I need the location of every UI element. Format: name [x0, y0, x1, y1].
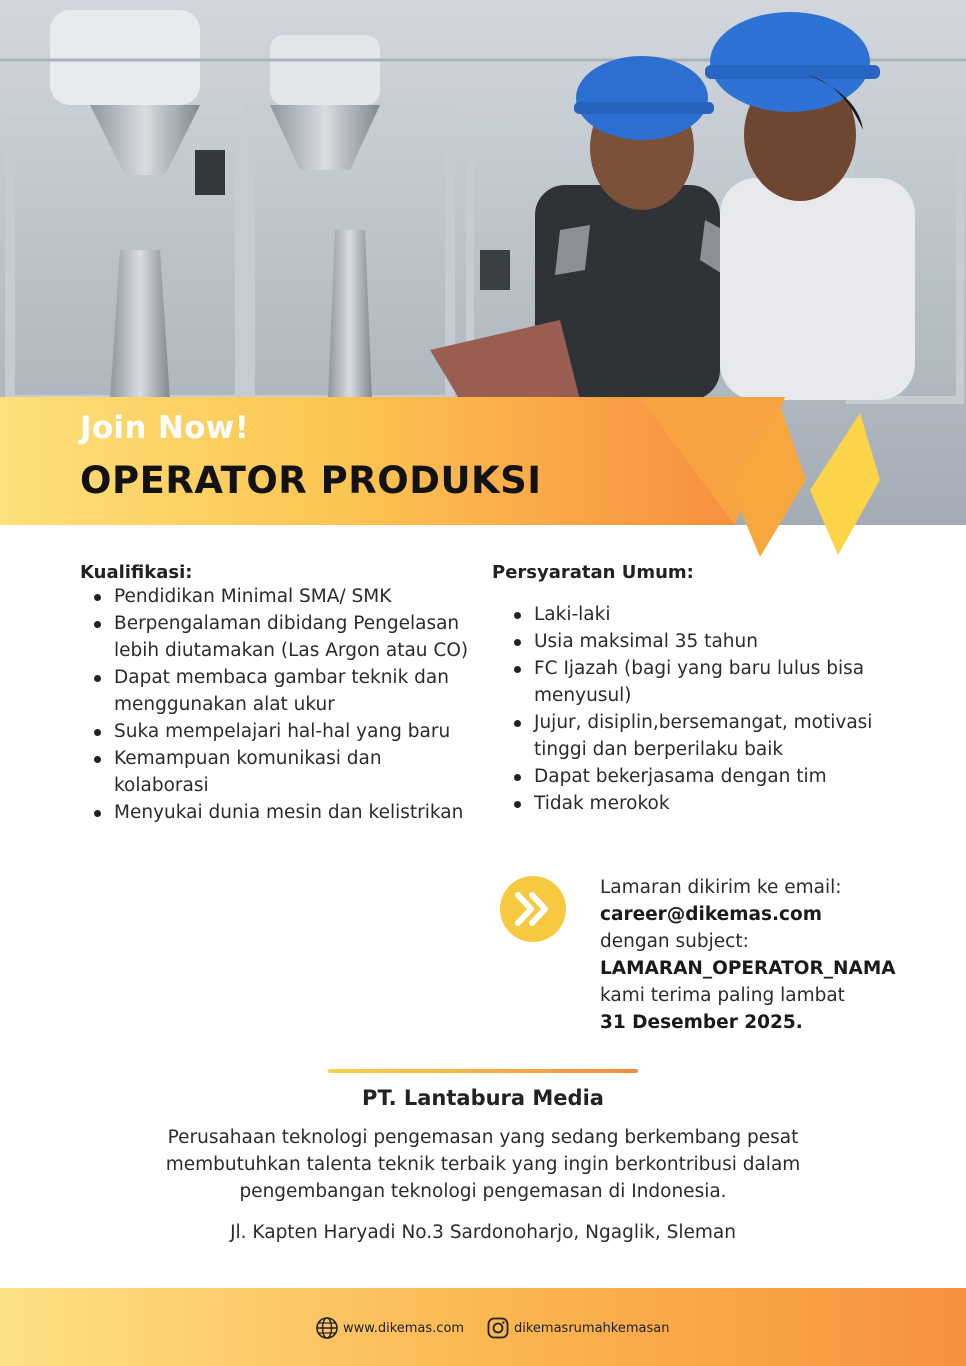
- apply-line: Lamaran dikirim ke email:: [600, 877, 842, 898]
- list-item: Menyukai dunia mesin dan kelistrikan: [92, 799, 472, 826]
- list-item: Jujur, disiplin,bersemangat, motivasi tinggi dan berperilaku baik: [512, 709, 907, 763]
- apply-badge: [500, 876, 566, 942]
- company-description: Perusahaan teknologi pengemasan yang sedang berkembang pesat membutuhkan talenta teknik terbaik yang ingin berkontribusi dalam pengembangan teknologi pengemasan di Indonesia.: [165, 1127, 801, 1202]
- requirements-heading: Persyaratan Umum:: [492, 562, 694, 583]
- list-item: Laki-laki: [512, 601, 907, 628]
- apply-instructions: [600, 874, 896, 1036]
- instagram-text: dikemasrumahkemasan: [514, 1320, 670, 1336]
- deadline: 31 Desember 2025.: [600, 1012, 803, 1033]
- requirements-list: [512, 601, 907, 817]
- list-item: Berpengalaman dibidang Pengelasan lebih diutamakan (Las Argon atau CO): [92, 610, 472, 664]
- apply-line: kami terima paling lambat: [600, 985, 845, 1006]
- list-item: Kemampuan komunikasi dan kolaborasi: [92, 745, 472, 799]
- list-item: Dapat bekerjasama dengan tim: [512, 763, 907, 790]
- diamond-decoration: [720, 405, 890, 565]
- qualifications-list: [92, 583, 472, 826]
- apply-line: dengan subject:: [600, 931, 749, 952]
- instagram-icon: [486, 1316, 510, 1340]
- company-address: Jl. Kapten Haryadi No.3 Sardonoharjo, Ngaglik, Sleman: [230, 1222, 736, 1243]
- list-item: Pendidikan Minimal SMA/ SMK: [92, 583, 472, 610]
- double-chevron-right-icon: [500, 876, 566, 942]
- email-subject: LAMARAN_OPERATOR_NAMA: [600, 958, 896, 979]
- email-link[interactable]: career@dikemas.com: [600, 904, 822, 925]
- company-name: PT. Lantabura Media: [362, 1086, 604, 1110]
- qualifications-heading: Kualifikasi:: [80, 562, 193, 583]
- website-link[interactable]: [315, 1316, 464, 1340]
- list-item: FC Ijazah (bagi yang baru lulus bisa menyusul): [512, 655, 907, 709]
- list-item: Usia maksimal 35 tahun: [512, 628, 907, 655]
- website-text: www.dikemas.com: [343, 1320, 465, 1336]
- join-now-label: Join Now!: [80, 410, 250, 446]
- divider: [328, 1069, 638, 1073]
- list-item: Dapat membaca gambar teknik dan menggunakan alat ukur: [92, 664, 472, 718]
- list-item: Tidak merokok: [512, 790, 907, 817]
- globe-icon: [315, 1316, 339, 1340]
- list-item: Suka mempelajari hal-hal yang baru: [92, 718, 472, 745]
- instagram-link[interactable]: [486, 1316, 669, 1340]
- footer-bar: [0, 1288, 966, 1366]
- job-title: OPERATOR PRODUKSI: [80, 459, 542, 502]
